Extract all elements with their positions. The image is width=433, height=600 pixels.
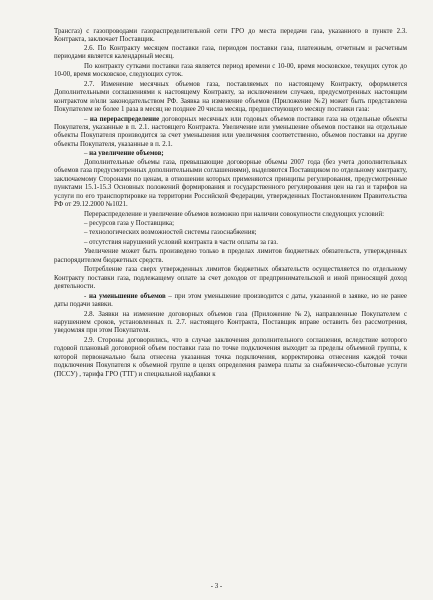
paragraph-text: – при этом уменьшение производится с даты, указанной в заявке, но не ранее даты подачи заявки. xyxy=(54,292,407,309)
paragraph: Увеличение может быть произведено только в пределах лимитов бюджетных обязательств, утвержденных распорядителем бюджетных средств. xyxy=(54,248,407,264)
paragraph: Потребление газа сверх утвержденных лимитов бюджетных обязательств осуществляется по отдельному Контракту поставки газа, подлежащему оплате за счет доходов от предпринимательской и иной приносящей доход деятельности. xyxy=(54,266,407,291)
paragraph: 2.8. Заявки на изменение договорных объемов газа (Приложение №2), направленные Покупателем с нарушением сроков, установленных п. 2.7. настоящего Контракта, Поставщик вправе оставить без рассмотрения, уведомляя при этом Покупателя. xyxy=(54,310,407,335)
paragraph: Перераспределение и увеличение объемов возможно при наличии совокупности следующих условий: xyxy=(84,210,385,218)
paragraph: – на перераспределение договорных месячных или годовых объемов поставки газа на отдельные объекты Покупателя, указанные в п. 2.1. настоящего Контракта. Увеличение или уменьшение объемов поставки на отдельные объекты Покупателя производится за счет уменьшения или увеличения соответственно, объемов поставки на другие объекты Покупателя, указанные в п. 2.1. xyxy=(54,115,407,148)
page-number: - 3 - xyxy=(210,583,223,590)
list-item: – отсутствия нарушений условий контракта в части оплаты за газ. xyxy=(84,238,278,246)
list-item: – технологических возможностей системы газоснабжения; xyxy=(84,229,257,237)
bold-lead: на перераспределение xyxy=(89,115,160,123)
list-item: – ресурсов газа у Поставщика; xyxy=(84,219,175,227)
paragraph: Дополнительные объемы газа, превышающие договорные объемы 2007 года (без учета дополнительных объемов газа предусмотренных дополнительными соглашениями), выделяются Поставщиком по отдельному контракту, заключаемому Сторонами по ценам, в отношении которых применяются принципы регулирования, предусмотренные пунктами 15.1-15.3 Основных положений формирования и государственного регулирования цен на газ и тарифов на услуги по его транспортировке на территории Российской Федерации, утвержденных Постановлением Правительства РФ от 29.12.2000 №1021. xyxy=(54,158,407,209)
paragraph: Трансгаз) с газопроводами газораспределительной сети ГРО до места передачи газа, указанного в пункте 2.3. Контракта, заключает Поставщик. xyxy=(54,28,407,44)
bold-lead: на увеличение объемов; xyxy=(89,150,164,158)
paragraph: 2.6. По Контракту месяцем поставки газа, периодом поставки газа, платежным, отчетным и расчетным периодами является календарный месяц. xyxy=(54,44,407,61)
paragraph-text: договорных месячных или годовых объемов поставки газа на отдельные объекты Покупателя, указанные в п. 2.1. настоящего Контракта. Увеличение или уменьшение объемов поставки на отдельные объекты Покупателя производится за счет уменьшения или увеличения соответственно, объемов поставки на другие объекты Покупателя, указанные в п. 2.1. xyxy=(54,115,407,148)
paragraph: – на увеличение объемов; xyxy=(84,150,164,158)
paragraph: - на уменьшение объемов – при этом уменьшение производится с даты, указанной в заявке, но не ранее даты подачи заявки. xyxy=(54,292,407,309)
bold-lead: на уменьшение объемов xyxy=(88,292,166,300)
paragraph: 2.7. Изменение месячных объемов газа, поставляемых по настоящему Контракту, оформляется Дополнительными соглашениями к настоящему Контракту, за исключением случаев, предусмотренных настоящим контрактом и/или законодательством РФ. Заявка на изменение объемов (Приложение №2) может быть представлена Покупателем не более 1 раза в месяц не позднее 20 числа месяца, предшествующего месяцу поставки газа: xyxy=(54,80,407,114)
paragraph: 2.9. Стороны договорились, что в случае заключения дополнительного соглашения, вследствие которого годовой плановый договорной объем поставки газа по точке подключения выходит за пределы объемной группы, к которой первоначально была отнесена указанная точка подключения, корректировка отнесения каждой точки подключения Покупателя к объемной группе в целях определения размера платы за снабженческо-сбытовые услуги (ПССУ) , тарифа ГРО (ТТГ) и специальной надбавки к xyxy=(54,336,407,378)
paragraph: По контракту сутками поставки газа является период времени с 10-00, время московское, текущих суток до 10-00, время московское, следующих суток. xyxy=(54,62,407,79)
